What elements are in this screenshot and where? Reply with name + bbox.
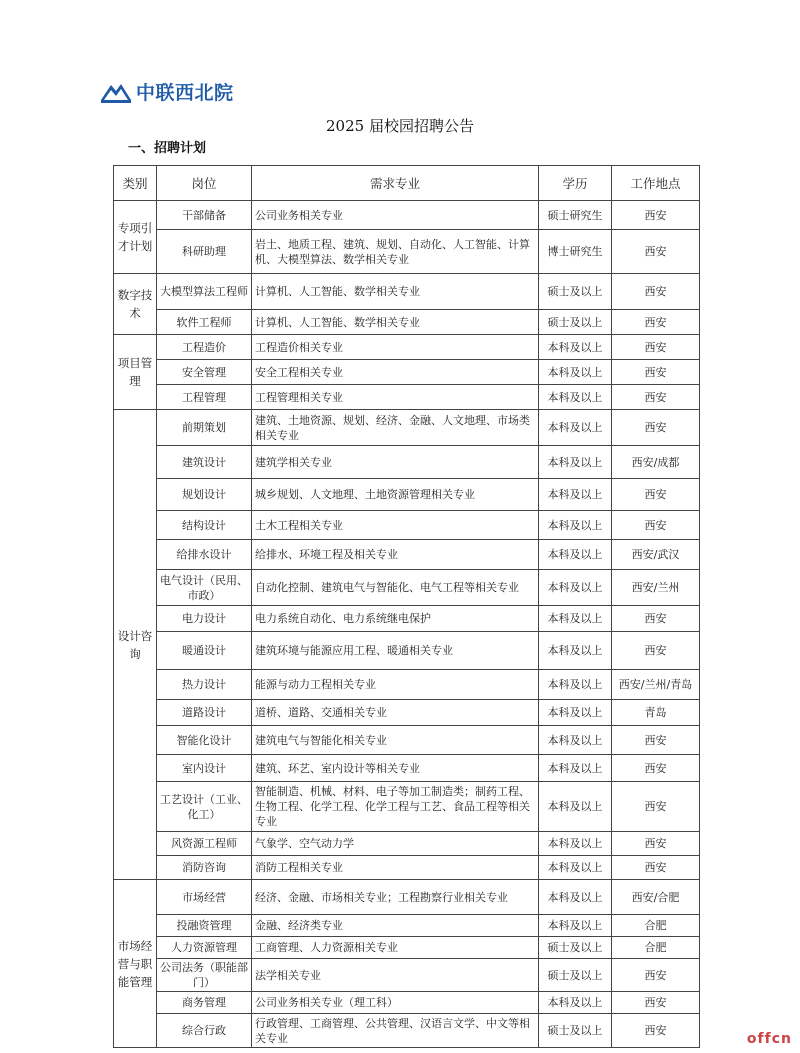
page-title: 2025 届校园招聘公告 — [326, 117, 474, 135]
major-cell: 计算机、人工智能、数学相关专业 — [252, 310, 539, 335]
major-cell: 金融、经济类专业 — [252, 915, 539, 937]
table-row — [114, 335, 700, 360]
education-cell: 硕士及以上 — [539, 937, 612, 959]
location-cell: 西安 — [612, 385, 700, 410]
table-row — [114, 310, 700, 335]
education-cell: 硕士研究生 — [539, 201, 612, 230]
major-cell: 建筑学相关专业 — [252, 446, 539, 479]
education-cell: 本科及以上 — [539, 479, 612, 511]
position-cell: 干部储备 — [157, 201, 252, 230]
major-cell: 公司业务相关专业 — [252, 201, 539, 230]
major-cell: 工程管理相关专业 — [252, 385, 539, 410]
education-cell: 本科及以上 — [539, 632, 612, 670]
education-cell: 本科及以上 — [539, 385, 612, 410]
position-cell: 工艺设计（工业、化工） — [157, 782, 252, 832]
location-cell: 西安 — [612, 1014, 700, 1048]
position-cell: 热力设计 — [157, 670, 252, 700]
major-cell: 建筑、土地资源、规划、经济、金融、人文地理、市场类相关专业 — [252, 410, 539, 446]
table-row — [114, 700, 700, 726]
position-cell: 科研助理 — [157, 230, 252, 274]
location-cell: 西安 — [612, 335, 700, 360]
major-cell: 工程造价相关专业 — [252, 335, 539, 360]
category-cell: 专项引才计划 — [114, 201, 157, 274]
table-row — [114, 832, 700, 856]
location-cell: 青岛 — [612, 700, 700, 726]
location-cell: 西安 — [612, 959, 700, 992]
table-row — [114, 570, 700, 606]
major-cell: 工商管理、人力资源相关专业 — [252, 937, 539, 959]
major-cell: 建筑环境与能源应用工程、暖通相关专业 — [252, 632, 539, 670]
education-cell: 本科及以上 — [539, 410, 612, 446]
major-cell: 能源与动力工程相关专业 — [252, 670, 539, 700]
location-cell: 西安 — [612, 201, 700, 230]
major-cell: 电力系统自动化、电力系统继电保护 — [252, 606, 539, 632]
table-row — [114, 511, 700, 540]
education-cell: 本科及以上 — [539, 360, 612, 385]
major-cell: 安全工程相关专业 — [252, 360, 539, 385]
table-row — [114, 230, 700, 274]
major-cell: 计算机、人工智能、数学相关专业 — [252, 274, 539, 310]
category-cell: 数字技术 — [114, 274, 157, 335]
education-cell: 本科及以上 — [539, 606, 612, 632]
position-cell: 电气设计（民用、市政） — [157, 570, 252, 606]
section-heading: 一、招聘计划 — [128, 141, 207, 156]
position-cell: 投融资管理 — [157, 915, 252, 937]
position-cell: 人力资源管理 — [157, 937, 252, 959]
header-education: 学历 — [539, 166, 612, 201]
table-row — [114, 782, 700, 832]
position-cell: 大模型算法工程师 — [157, 274, 252, 310]
position-cell: 智能化设计 — [157, 726, 252, 755]
education-cell: 硕士及以上 — [539, 1014, 612, 1048]
position-cell: 电力设计 — [157, 606, 252, 632]
logo — [100, 78, 234, 104]
education-cell: 本科及以上 — [539, 700, 612, 726]
location-cell: 西安/兰州/青岛 — [612, 670, 700, 700]
table-row — [114, 540, 700, 570]
major-cell: 建筑、环艺、室内设计等相关专业 — [252, 755, 539, 782]
logo-text: 中联西北院 — [136, 81, 234, 104]
header-category: 类别 — [114, 166, 157, 201]
location-cell: 西安/合肥 — [612, 880, 700, 915]
header-location: 工作地点 — [612, 166, 700, 201]
major-cell: 岩土、地质工程、建筑、规划、自动化、人工智能、计算机、大模型算法、数学相关专业 — [252, 230, 539, 274]
location-cell: 合肥 — [612, 915, 700, 937]
major-cell: 建筑电气与智能化相关专业 — [252, 726, 539, 755]
position-cell: 结构设计 — [157, 511, 252, 540]
position-cell: 前期策划 — [157, 410, 252, 446]
education-cell: 本科及以上 — [539, 880, 612, 915]
table-row — [114, 856, 700, 880]
location-cell: 西安/成都 — [612, 446, 700, 479]
major-cell: 公司业务相关专业（理工科） — [252, 992, 539, 1014]
education-cell: 本科及以上 — [539, 915, 612, 937]
position-cell: 风资源工程师 — [157, 832, 252, 856]
major-cell: 消防工程相关专业 — [252, 856, 539, 880]
watermark-text: offcn — [746, 1031, 792, 1047]
position-cell: 市场经营 — [157, 880, 252, 915]
category-cell: 市场经营与职能管理 — [114, 880, 157, 1048]
position-cell: 规划设计 — [157, 479, 252, 511]
position-cell: 工程管理 — [157, 385, 252, 410]
table-row — [114, 959, 700, 992]
education-cell: 本科及以上 — [539, 335, 612, 360]
major-cell: 自动化控制、建筑电气与智能化、电气工程等相关专业 — [252, 570, 539, 606]
header-position: 岗位 — [157, 166, 252, 201]
table-row — [114, 606, 700, 632]
major-cell: 给排水、环境工程及相关专业 — [252, 540, 539, 570]
position-cell: 建筑设计 — [157, 446, 252, 479]
table-row — [114, 915, 700, 937]
table-row — [114, 274, 700, 310]
education-cell: 本科及以上 — [539, 511, 612, 540]
education-cell: 本科及以上 — [539, 570, 612, 606]
position-cell: 安全管理 — [157, 360, 252, 385]
location-cell: 西安/兰州 — [612, 570, 700, 606]
table-row — [114, 880, 700, 915]
major-cell: 智能制造、机械、材料、电子等加工制造类；制药工程、生物工程、化学工程、化学工程与工艺、食品工程等相关专业 — [252, 782, 539, 832]
header-major: 需求专业 — [252, 166, 539, 201]
location-cell: 西安 — [612, 832, 700, 856]
logo-mark-icon — [100, 79, 132, 103]
location-cell: 西安 — [612, 992, 700, 1014]
table-row — [114, 410, 700, 446]
location-cell: 西安 — [612, 856, 700, 880]
table-row — [114, 479, 700, 511]
position-cell: 公司法务（职能部门） — [157, 959, 252, 992]
education-cell: 硕士及以上 — [539, 310, 612, 335]
location-cell: 西安 — [612, 410, 700, 446]
position-cell: 商务管理 — [157, 992, 252, 1014]
education-cell: 硕士及以上 — [539, 274, 612, 310]
table-row — [114, 201, 700, 230]
position-cell: 消防咨询 — [157, 856, 252, 880]
education-cell: 本科及以上 — [539, 832, 612, 856]
category-cell: 项目管理 — [114, 335, 157, 410]
location-cell: 西安 — [612, 782, 700, 832]
major-cell: 城乡规划、人文地理、土地资源管理相关专业 — [252, 479, 539, 511]
education-cell: 本科及以上 — [539, 446, 612, 479]
major-cell: 气象学、空气动力学 — [252, 832, 539, 856]
location-cell: 西安 — [612, 511, 700, 540]
position-cell: 暖通设计 — [157, 632, 252, 670]
location-cell: 西安 — [612, 310, 700, 335]
education-cell: 博士研究生 — [539, 230, 612, 274]
location-cell: 西安 — [612, 755, 700, 782]
education-cell: 本科及以上 — [539, 992, 612, 1014]
education-cell: 硕士及以上 — [539, 959, 612, 992]
table-row — [114, 360, 700, 385]
position-cell: 室内设计 — [157, 755, 252, 782]
education-cell: 本科及以上 — [539, 856, 612, 880]
table-row — [114, 726, 700, 755]
location-cell: 合肥 — [612, 937, 700, 959]
position-cell: 综合行政 — [157, 1014, 252, 1048]
position-cell: 工程造价 — [157, 335, 252, 360]
education-cell: 本科及以上 — [539, 670, 612, 700]
major-cell: 法学相关专业 — [252, 959, 539, 992]
location-cell: 西安 — [612, 726, 700, 755]
table-header-row — [114, 166, 700, 201]
table-row — [114, 1014, 700, 1048]
table-row — [114, 755, 700, 782]
major-cell: 道桥、道路、交通相关专业 — [252, 700, 539, 726]
position-cell: 软件工程师 — [157, 310, 252, 335]
table-row — [114, 385, 700, 410]
location-cell: 西安 — [612, 632, 700, 670]
location-cell: 西安 — [612, 230, 700, 274]
location-cell: 西安 — [612, 360, 700, 385]
table-row — [114, 446, 700, 479]
major-cell: 土木工程相关专业 — [252, 511, 539, 540]
major-cell: 行政管理、工商管理、公共管理、汉语言文学、中文等相关专业 — [252, 1014, 539, 1048]
table-row — [114, 937, 700, 959]
position-cell: 道路设计 — [157, 700, 252, 726]
recruitment-table — [113, 165, 700, 1048]
position-cell: 给排水设计 — [157, 540, 252, 570]
location-cell: 西安 — [612, 274, 700, 310]
location-cell: 西安 — [612, 479, 700, 511]
location-cell: 西安 — [612, 606, 700, 632]
location-cell: 西安/武汉 — [612, 540, 700, 570]
table-row — [114, 992, 700, 1014]
education-cell: 本科及以上 — [539, 782, 612, 832]
education-cell: 本科及以上 — [539, 726, 612, 755]
table-row — [114, 670, 700, 700]
table-row — [114, 632, 700, 670]
education-cell: 本科及以上 — [539, 540, 612, 570]
major-cell: 经济、金融、市场相关专业；工程勘察行业相关专业 — [252, 880, 539, 915]
education-cell: 本科及以上 — [539, 755, 612, 782]
category-cell: 设计咨询 — [114, 410, 157, 880]
